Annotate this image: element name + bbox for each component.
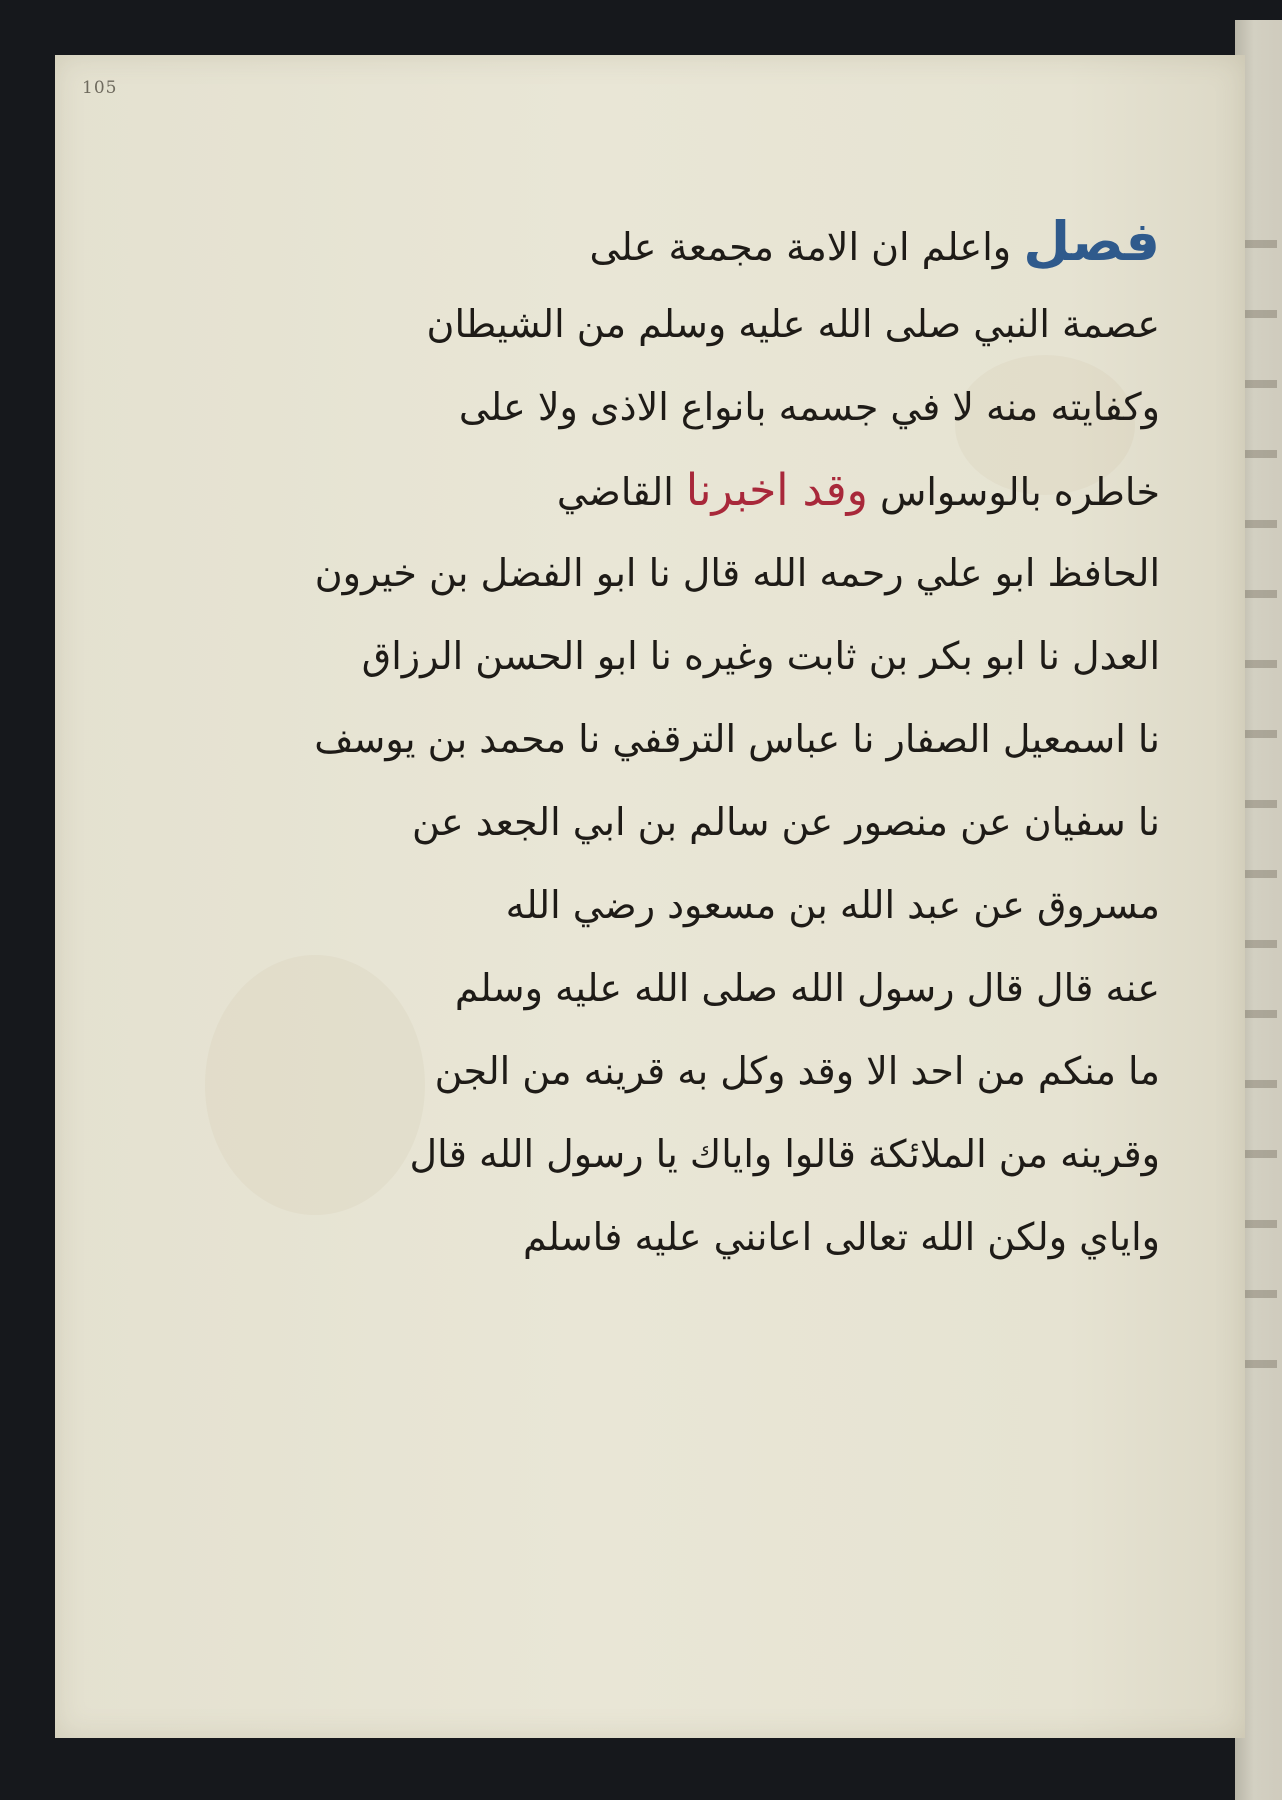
line-text: عنه قال قال رسول الله صلى الله عليه وسلم — [454, 966, 1160, 1010]
text-line-4 — [340, 449, 1160, 532]
text-line-5 — [314, 532, 1160, 615]
chapter-heading: فصل — [1023, 210, 1160, 273]
line-text: وقرينه من الملائكة قالوا واياك يا رسول الله قال — [409, 1132, 1160, 1176]
line-text: خاطره بالوسواس — [879, 470, 1160, 514]
line-text: نا اسمعيل الصفار نا عباس الترقفي نا محمد بن يوسف — [314, 717, 1160, 761]
text-line-7 — [314, 698, 1160, 781]
line-text: واياي ولكن الله تعالى اعانني عليه فاسلم — [522, 1215, 1160, 1259]
text-line-10 — [340, 947, 1160, 1030]
line-text-after: القاضي — [556, 470, 674, 514]
show-through-text — [1243, 200, 1277, 1400]
text-line-9 — [340, 864, 1160, 947]
line-text: نا سفيان عن منصور عن سالم بن ابي الجعد عن — [412, 800, 1160, 844]
line-text: مسروق عن عبد الله بن مسعود رضي الله — [505, 883, 1160, 927]
line-text: عصمة النبي صلى الله عليه وسلم من الشيطان — [426, 302, 1160, 346]
text-line-12 — [340, 1113, 1160, 1196]
line-text: ما منكم من احد الا وقد وكل به قرينه من الجن — [434, 1049, 1160, 1093]
text-line-13 — [340, 1196, 1160, 1279]
text-line-1 — [340, 200, 1160, 283]
line-text: العدل نا ابو بكر بن ثابت وغيره نا ابو الحسن الرزاق — [361, 634, 1160, 678]
text-line-2 — [340, 283, 1160, 366]
text-line-6 — [340, 615, 1160, 698]
line-text: وكفايته منه لا في جسمه بانواع الاذى ولا على — [458, 385, 1160, 429]
rubric-text: وقد اخبرنا — [685, 465, 868, 516]
text-line-3 — [340, 366, 1160, 449]
line-text: الحافظ ابو علي رحمه الله قال نا ابو الفضل بن خيرون — [314, 551, 1160, 595]
text-line-8 — [340, 781, 1160, 864]
line-text: واعلم ان الامة مجمعة على — [589, 225, 1012, 269]
text-line-11 — [340, 1030, 1160, 1113]
folio-number: 105 — [82, 78, 118, 98]
manuscript-text — [314, 200, 1160, 1279]
